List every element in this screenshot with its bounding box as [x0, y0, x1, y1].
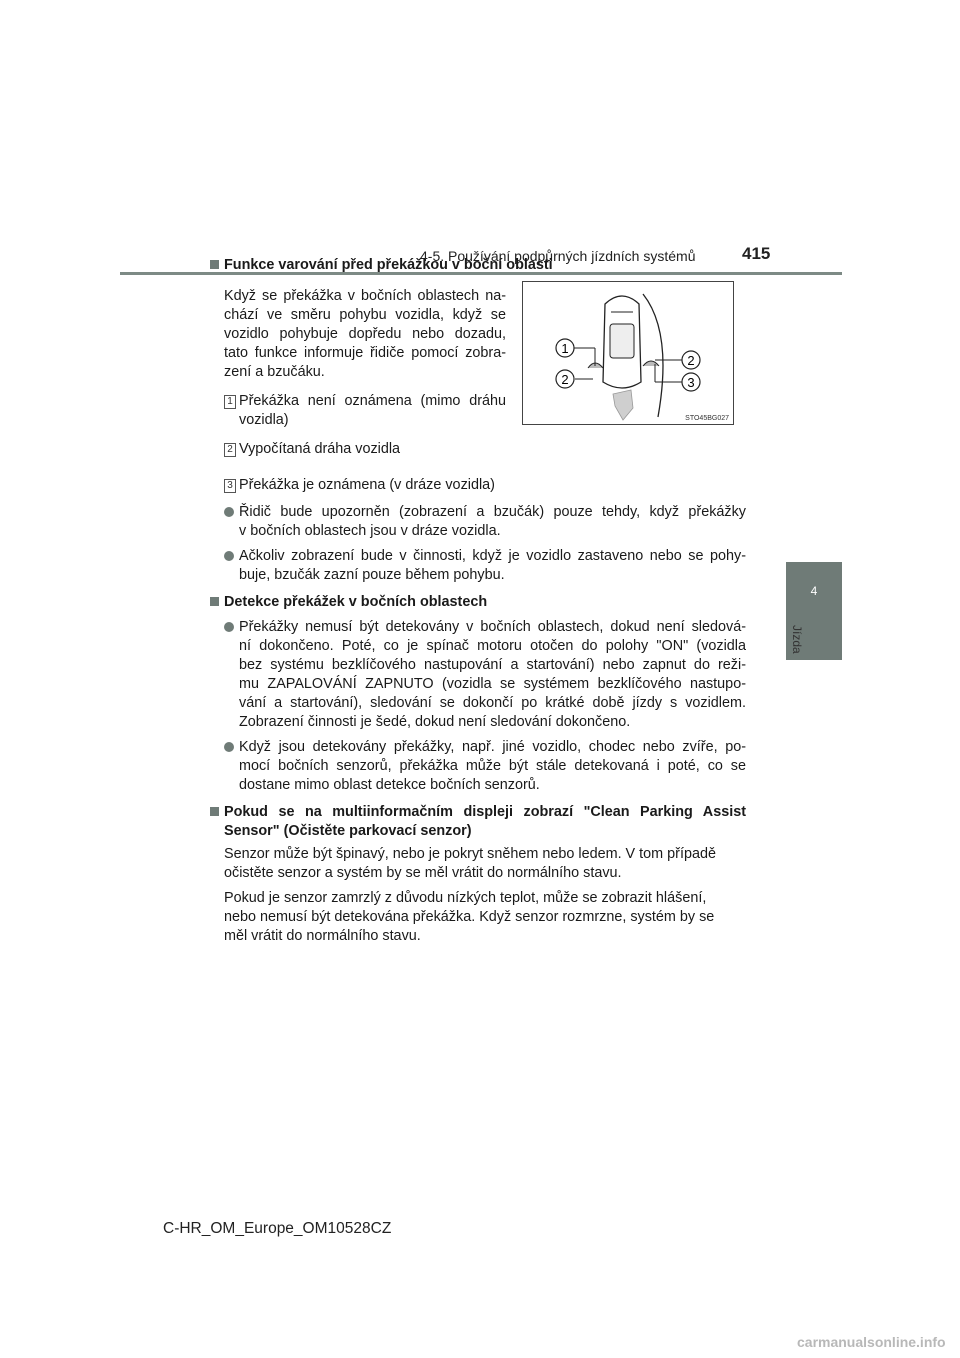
item-text: vozidla)	[239, 412, 289, 428]
vehicle-diagram	[523, 282, 733, 424]
bullet-item	[210, 618, 746, 732]
bullet-line: v bočních oblastech jsou v dráze vozidla.	[239, 523, 501, 539]
bullet-item	[210, 738, 746, 795]
direction-arrow-icon	[613, 390, 633, 420]
bullet-line: Ačkoliv zobrazení bude v činnosti, když je vozidlo zastaveno nebo se pohy-	[239, 548, 746, 564]
footer-doc-id: C-HR_OM_Europe_OM10528CZ	[163, 1220, 392, 1237]
square-bullet-icon	[210, 597, 219, 606]
section-heading-clean-sensor	[210, 803, 746, 841]
figure-side-area-diagram	[522, 281, 734, 425]
header-section-title: 4-5. Používání podpůrných jízdních systémů	[420, 248, 696, 264]
chapter-tab-label: Jízda	[790, 625, 804, 654]
intro-paragraph	[210, 287, 506, 382]
intro-line: Když se překážka v bočních oblastech na-	[224, 288, 506, 304]
bullet-line: mu ZAPALOVÁNÍ ZAPNUTO (vozidla se systémem bezklíčového nastupo-	[239, 676, 746, 692]
numbered-item-2	[210, 440, 746, 459]
paragraph-line: Pokud je senzor zamrzlý z důvodu nízkých teplot, může se zobrazit hlášení,	[224, 890, 707, 906]
section-heading-side-warning	[210, 256, 746, 275]
chapter-tab-number: 4	[810, 584, 818, 598]
paragraph-line: měl vrátit do normálního stavu.	[224, 928, 421, 944]
bullet-item	[210, 503, 746, 541]
heading-text: Sensor" (Očistěte parkovací senzor)	[224, 823, 472, 839]
callout-label-2-left: 2	[561, 372, 569, 387]
bullet-item	[210, 547, 746, 585]
callout-label-3: 3	[687, 375, 695, 390]
bullet-line: Zobrazení činnosti je šedé, dokud není sledování dokončeno.	[239, 714, 631, 730]
paragraph-line: očistěte senzor a systém by se měl vrátit do normálního stavu.	[224, 865, 622, 881]
bullet-dot-icon	[224, 622, 234, 632]
paragraph-line: nebo nemusí být detekována překážka. Když senzor rozmrzne, systém by se	[224, 909, 715, 925]
paragraph	[210, 889, 746, 946]
heading-text: Detekce překážek v bočních oblastech	[224, 594, 488, 610]
callout-label-1: 1	[561, 341, 569, 356]
number-badge: 3	[224, 479, 236, 493]
number-badge: 1	[224, 395, 236, 409]
paragraph	[210, 845, 746, 883]
numbered-item-1	[210, 392, 506, 430]
numbered-item-3	[210, 476, 746, 495]
intro-line: zení a bzučáku.	[224, 364, 325, 380]
item-text: Překážka není oznámena (mimo dráhu	[239, 393, 506, 409]
bullet-line: Když jsou detekovány překážky, např. jiné vozidlo, chodec nebo zvíře, po-	[239, 739, 746, 755]
bullet-line: bez systému bezklíčového nastupování a startování) nebo zapnut do reži-	[239, 657, 746, 673]
paragraph-line: Senzor může být špinavý, nebo je pokryt sněhem nebo ledem. V tom případě	[224, 846, 716, 862]
bullet-line: ní dokončeno. Poté, co je spínač motoru otočen do polohy "ON" (vozidla	[239, 638, 746, 654]
bullet-line: dostane mimo oblast detekce bočních senzorů.	[239, 777, 540, 793]
bullet-dot-icon	[224, 551, 234, 561]
bullet-line: mocí bočních senzorů, překážka může být stále detekovaná i poté, co se	[239, 758, 746, 774]
bullet-dot-icon	[224, 742, 234, 752]
callout-label-2-right: 2	[687, 353, 695, 368]
page-number: 415	[742, 244, 771, 263]
intro-line: tato funkce informuje řidiče pomocí zobra-	[224, 345, 506, 361]
item-text: Překážka je oznámena (v dráze vozidla)	[239, 477, 495, 493]
intro-line: vozidlo pohybuje dopředu nebo dozadu,	[224, 326, 506, 342]
heading-text: Pokud se na multiinformačním displeji zobrazí "Clean Parking Assist	[224, 804, 746, 820]
bullet-line: Řidič bude upozorněn (zobrazení a bzučák) pouze tehdy, když překážky	[239, 504, 746, 520]
right-sensor-wave-icon	[643, 361, 659, 366]
watermark: carmanualsonline.info	[797, 1334, 946, 1350]
square-bullet-icon	[210, 807, 219, 816]
figure-code: STO45BG027	[685, 415, 729, 422]
bullet-line: vání a startování), sledování se dokončí po krátké době jízdy s vozidlem.	[239, 695, 746, 711]
heading-text: Funkce varování před překážkou v boční oblasti	[224, 257, 553, 273]
bullet-line: Překážky nemusí být detekovány v bočních oblastech, dokud není sledová-	[239, 619, 746, 635]
calculated-path-line	[643, 294, 663, 417]
car-roof-icon	[610, 324, 634, 358]
number-badge: 2	[224, 443, 236, 457]
square-bullet-icon	[210, 260, 219, 269]
section-heading-side-detection	[210, 593, 746, 612]
bullet-line: buje, bzučák zazní pouze během pohybu.	[239, 567, 505, 583]
bullet-dot-icon	[224, 507, 234, 517]
intro-line: chází ve směru pohybu vozidla, když se	[224, 307, 506, 323]
item-text: Vypočítaná dráha vozidla	[239, 441, 401, 457]
